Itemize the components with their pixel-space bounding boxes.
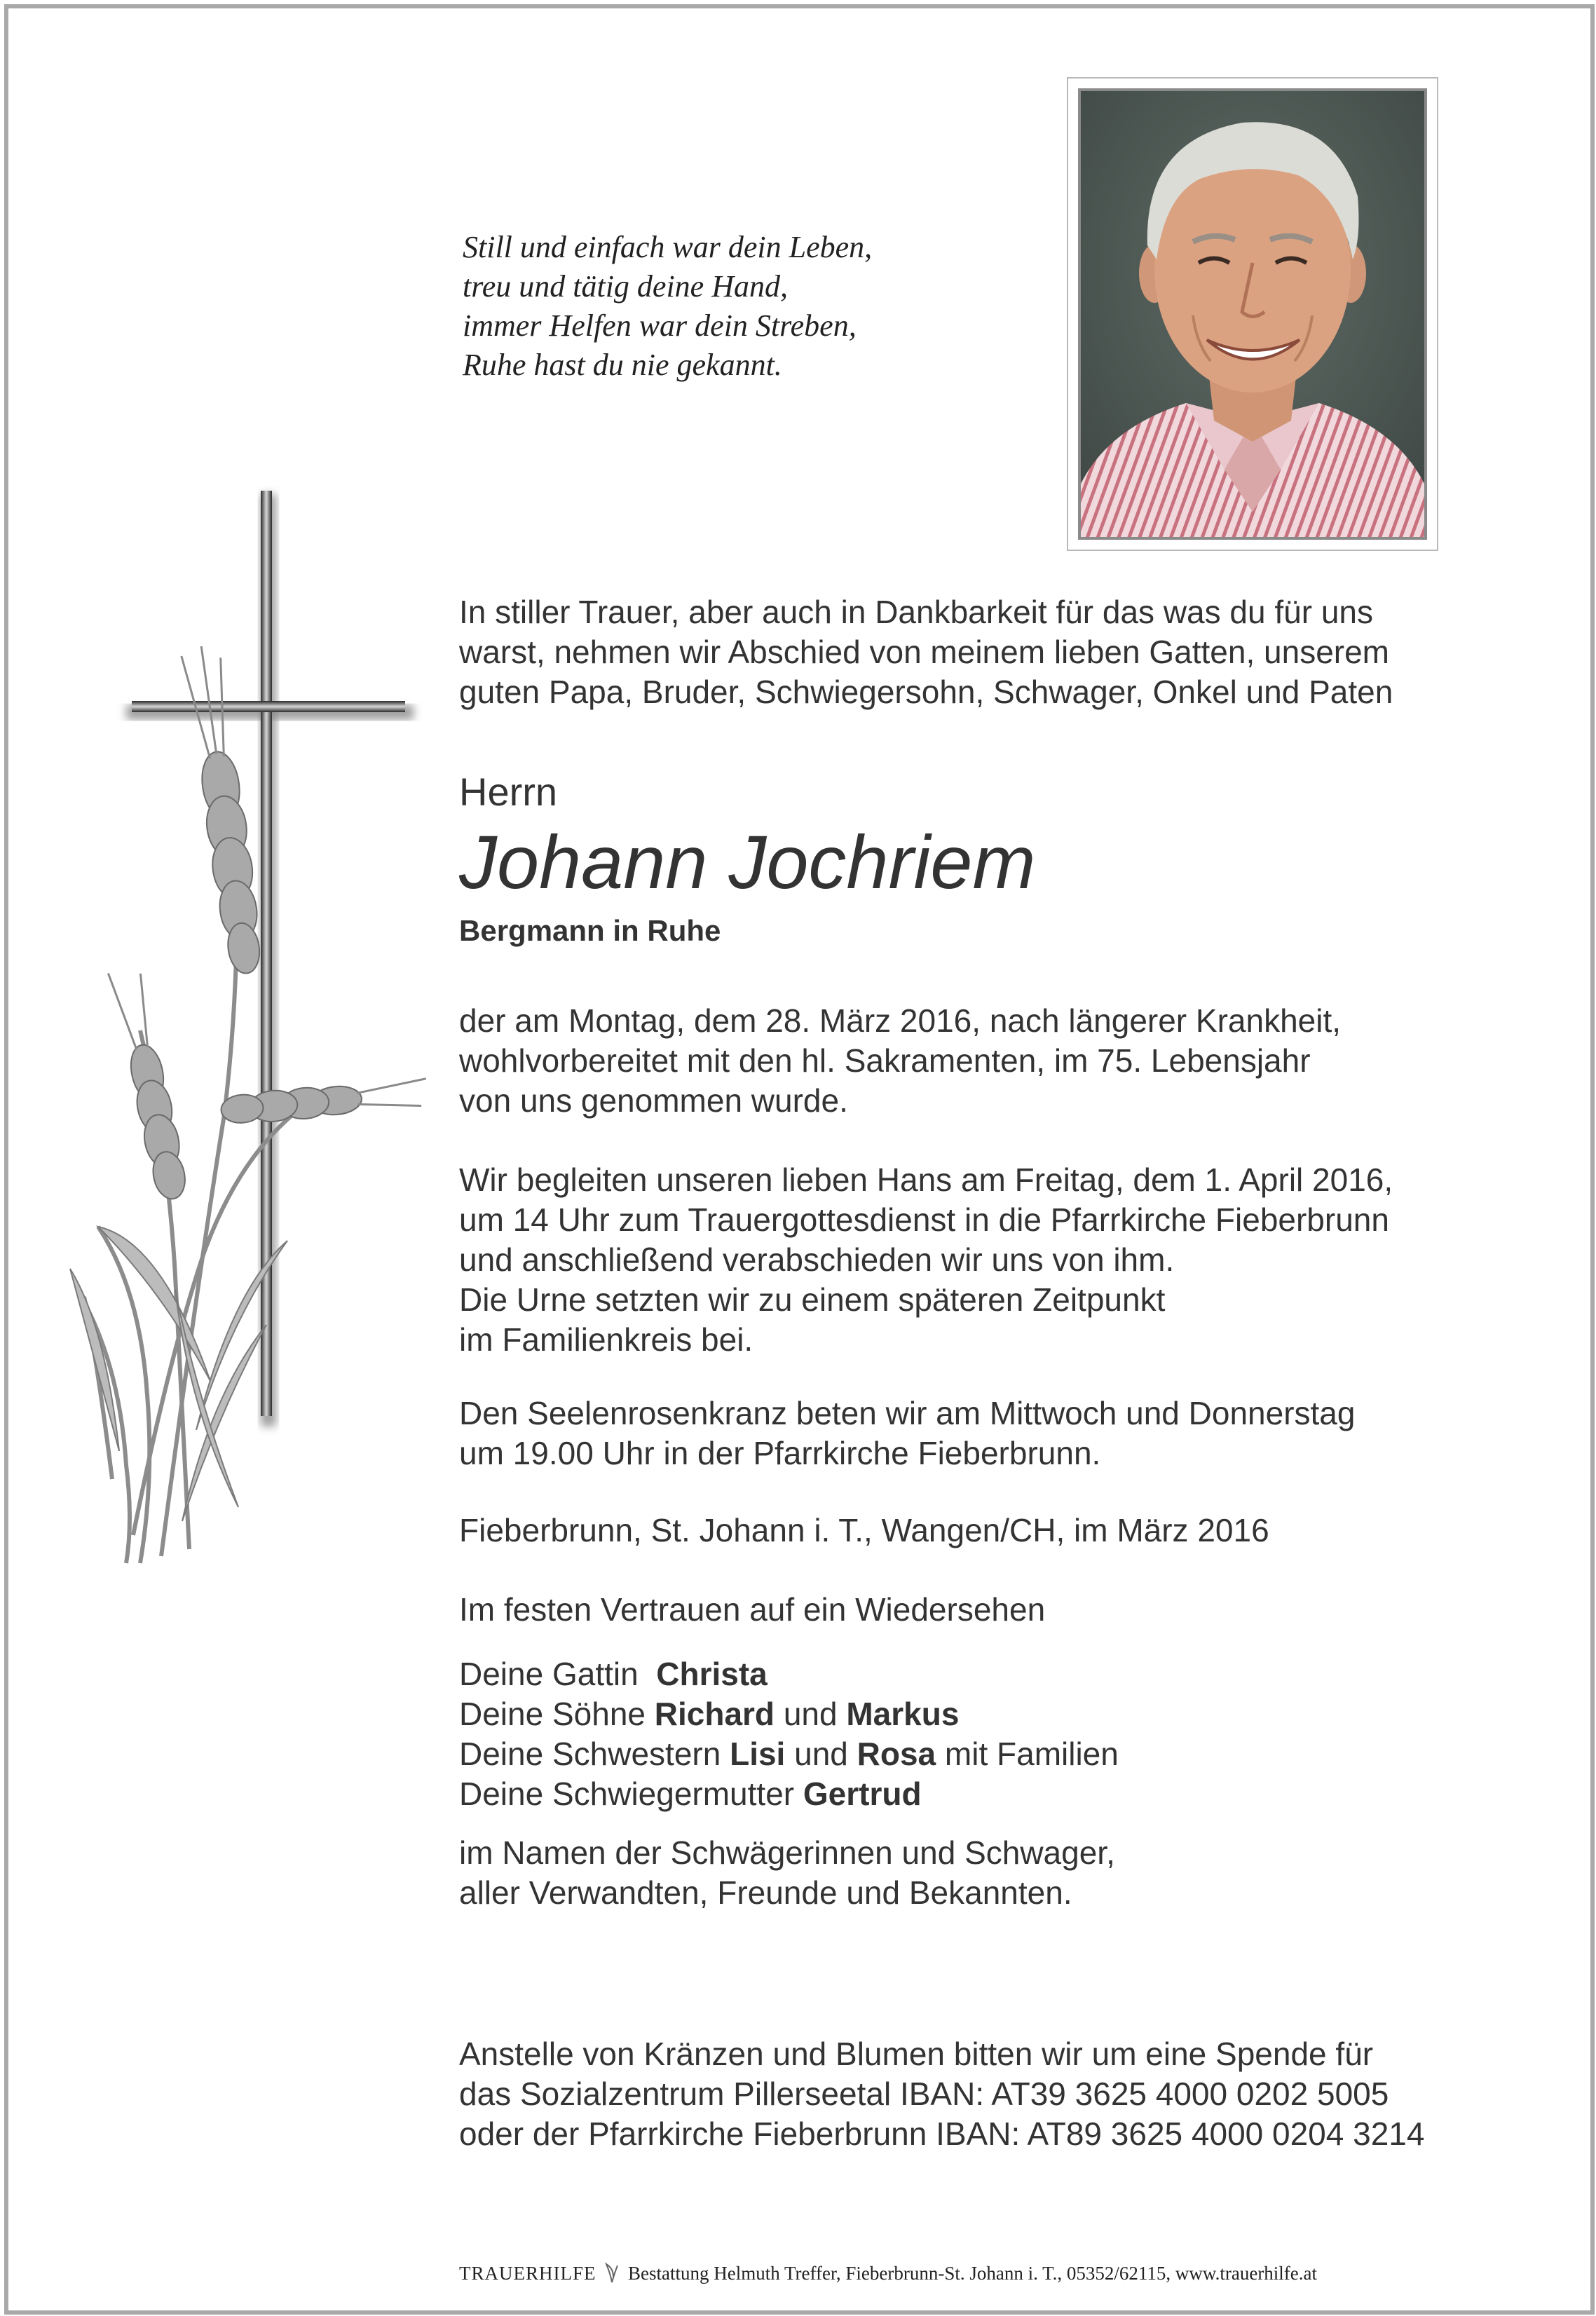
mourner-line — [459, 1694, 1510, 1734]
footer-text: Bestattung Helmuth Treffer, Fieberbrunn-St. Johann i. T., 05352/62115, www.trauerhilfe.at — [628, 2263, 1318, 2284]
portrait-illustration — [1081, 91, 1424, 537]
mourner-name: Rosa — [857, 1736, 936, 1772]
poem-line: immer Helfen war dein Streben, — [463, 308, 857, 343]
mourner-conjunction: und — [794, 1736, 848, 1772]
poem-line: Still und einfach war dein Leben, — [463, 230, 873, 264]
text-line: Im festen Vertrauen auf ein Wiedersehen — [459, 1591, 1046, 1628]
mourner-name: Markus — [846, 1696, 960, 1732]
mourner-name: Richard — [654, 1696, 775, 1732]
deceased-name: Johann Jochriem — [459, 819, 1036, 904]
donation-request — [459, 2034, 1510, 2154]
mourner-name: Lisi — [730, 1736, 786, 1772]
text-line: Wir begleiten unseren lieben Hans am Freitag, dem 1. April 2016, — [459, 1162, 1393, 1198]
mourner-label: Deine Söhne — [459, 1696, 646, 1732]
mourner-line — [459, 1654, 1510, 1694]
poem-line: Ruhe hast du nie gekannt. — [463, 348, 782, 382]
leaf-icon — [603, 2261, 620, 2284]
death-notice — [459, 1001, 1510, 1121]
text-line: Den Seelenrosenkranz beten wir am Mittwoch und Donnerstag — [459, 1395, 1356, 1431]
text-line: Anstelle von Kränzen und Blumen bitten wir um eine Spende für — [459, 2036, 1374, 2072]
text-line: aller Verwandten, Freunde und Bekannten. — [459, 1874, 1072, 1911]
poem — [463, 228, 967, 385]
rosary-details — [459, 1394, 1510, 1473]
cross-wheat-icon — [56, 484, 449, 1577]
mourner-suffix: mit Familien — [944, 1736, 1119, 1772]
mourner-name: Christa — [656, 1656, 768, 1692]
text-line: In stiller Trauer, aber auch in Dankbarkeit für das was du für uns — [459, 594, 1373, 630]
mourner-line — [459, 1774, 1510, 1814]
text-line: Die Urne setzten wir zu einem späteren Zeitpunkt — [459, 1281, 1166, 1318]
text-line: von uns genommen wurde. — [459, 1082, 848, 1119]
mourner-line — [459, 1734, 1510, 1774]
text-line: und anschließend verabschieden wir uns von ihm. — [459, 1241, 1175, 1278]
text-line: Fieberbrunn, St. Johann i. T., Wangen/CH, im März 2016 — [459, 1512, 1269, 1548]
mourners-list — [459, 1654, 1510, 1814]
text-line: wohlvorbereitet mit den hl. Sakramenten, im 75. Lebensjahr — [459, 1042, 1311, 1079]
salutation: Herrn — [459, 770, 558, 814]
text-line: der am Montag, dem 28. März 2016, nach längerer Krankheit, — [459, 1002, 1342, 1039]
mourner-conjunction: und — [783, 1696, 838, 1732]
portrait-photo — [1078, 88, 1427, 540]
text-line: um 14 Uhr zum Trauergottesdienst in die Pfarrkirche Fieberbrunn — [459, 1201, 1389, 1238]
text-line: im Familienkreis bei. — [459, 1321, 753, 1358]
footer-brand: TRAUERHILFE — [459, 2263, 596, 2284]
text-line: oder der Pfarrkirche Fieberbrunn IBAN: AT89 3625 4000 0204 3214 — [459, 2116, 1425, 2152]
on-behalf — [459, 1833, 1510, 1913]
mourner-label: Deine Schwiegermutter — [459, 1776, 795, 1812]
mourner-label: Deine Gattin — [459, 1656, 639, 1692]
mourner-label: Deine Schwestern — [459, 1736, 721, 1772]
text-line: das Sozialzentrum Pillerseetal IBAN: AT39 3625 4000 0202 5005 — [459, 2076, 1389, 2112]
profession: Bergmann in Ruhe — [459, 914, 721, 947]
place-date — [459, 1511, 1510, 1551]
text-line: um 19.00 Uhr in der Pfarrkirche Fieberbrunn. — [459, 1435, 1101, 1471]
poem-line: treu und tätig deine Hand, — [463, 269, 788, 304]
text-line: warst, nehmen wir Abschied von meinem lieben Gatten, unserem — [459, 634, 1389, 670]
text-line: guten Papa, Bruder, Schwiegersohn, Schwager, Onkel und Paten — [459, 674, 1393, 710]
mourner-name: Gertrud — [803, 1776, 922, 1812]
portrait-frame — [1067, 77, 1438, 551]
intro-paragraph — [459, 592, 1510, 712]
footer — [459, 2261, 1317, 2286]
funeral-details — [459, 1160, 1510, 1360]
text-line: im Namen der Schwägerinnen und Schwager, — [459, 1834, 1115, 1871]
farewell — [459, 1590, 1510, 1630]
